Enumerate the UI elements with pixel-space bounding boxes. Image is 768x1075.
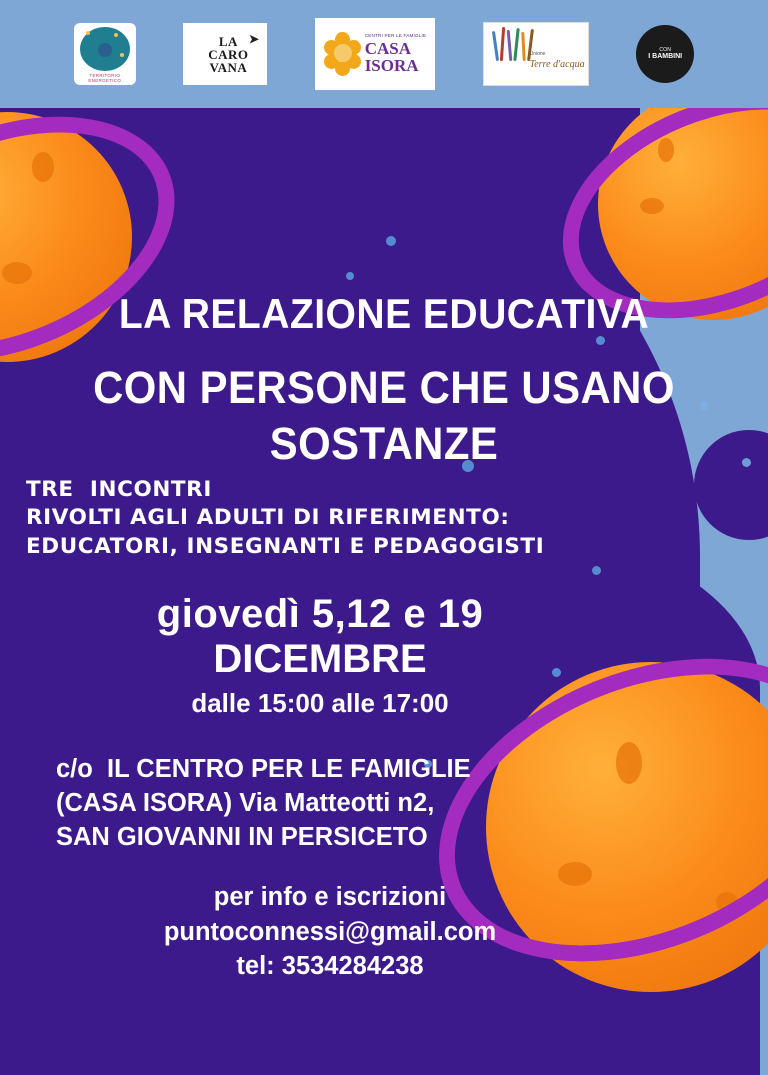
logo-label: TERRITORIO ENERGETICO [88,73,122,83]
contact-info [0,880,660,984]
terre-dacqua-logo [483,22,589,86]
event-dates [0,592,640,719]
flower-icon [324,32,362,76]
info-line-1: per info e iscrizioni [213,883,447,911]
star-dot [346,272,354,280]
subtitle-line-3: EDUCATORI, INSEGNANTI E PEDAGOGISTI [26,533,545,559]
logo-line-1: CASA [364,39,411,59]
territorio-energetico-logo [74,23,136,85]
la-carovana-logo [183,23,267,85]
poster-title-line-2: CON PERSONE CHE USANO SOSTANZE [93,362,675,470]
bird-icon: ➤ [248,32,260,46]
subtitle-line-1: TRE INCONTRI [26,477,212,502]
date-line-2: DICEMBRE [213,636,427,681]
star-dot [742,458,751,467]
venue-line-1: c/o IL CENTRO PER LE FAMIGLIE [56,755,471,783]
logo-spark [120,53,124,57]
logo-small-text: Unione [529,51,546,57]
logo-dot [98,43,112,57]
brush-strokes-icon [492,27,534,63]
logo-spark [114,33,118,37]
subtitle-line-2: RIVOLTI AGLI ADULTI DI RIFERIMENTO: [26,505,510,531]
contact-phone[interactable]: tel: 3534284238 [236,952,424,981]
logo-line-2: ISORA [364,56,419,76]
poster-subtitle [26,476,544,561]
poster-title-line-1: LA RELAZIONE EDUCATIVA [118,290,650,337]
date-line-1: giovedì 5,12 e 19 [156,592,484,636]
star-dot [386,236,396,246]
logo-line-2: CARO [208,46,249,62]
logo-label: Terre d'acqua [529,59,585,70]
venue-line-3: SAN GIOVANNI IN PERSICETO [56,823,428,852]
casa-isora-logo [315,18,435,90]
con-i-bambini-logo [636,25,694,83]
logo-line-1: CON [659,46,672,53]
logo-line-2: I BAMBINI [648,52,683,60]
partner-logo-bar [0,0,768,108]
star-dot [592,566,601,575]
event-venue [56,752,471,854]
contact-email[interactable]: puntoconnessi@gmail.com [163,917,497,946]
event-time: dalle 15:00 alle 17:00 [191,687,449,718]
logo-spark [86,31,90,35]
venue-line-2: (CASA ISORA) Via Matteotti n2, [56,789,435,818]
logo-line-1: LA [218,33,238,49]
logo-small-text: CENTRI PER LE FAMIGLIE [364,32,427,38]
logo-line-3: VANA [209,59,248,75]
